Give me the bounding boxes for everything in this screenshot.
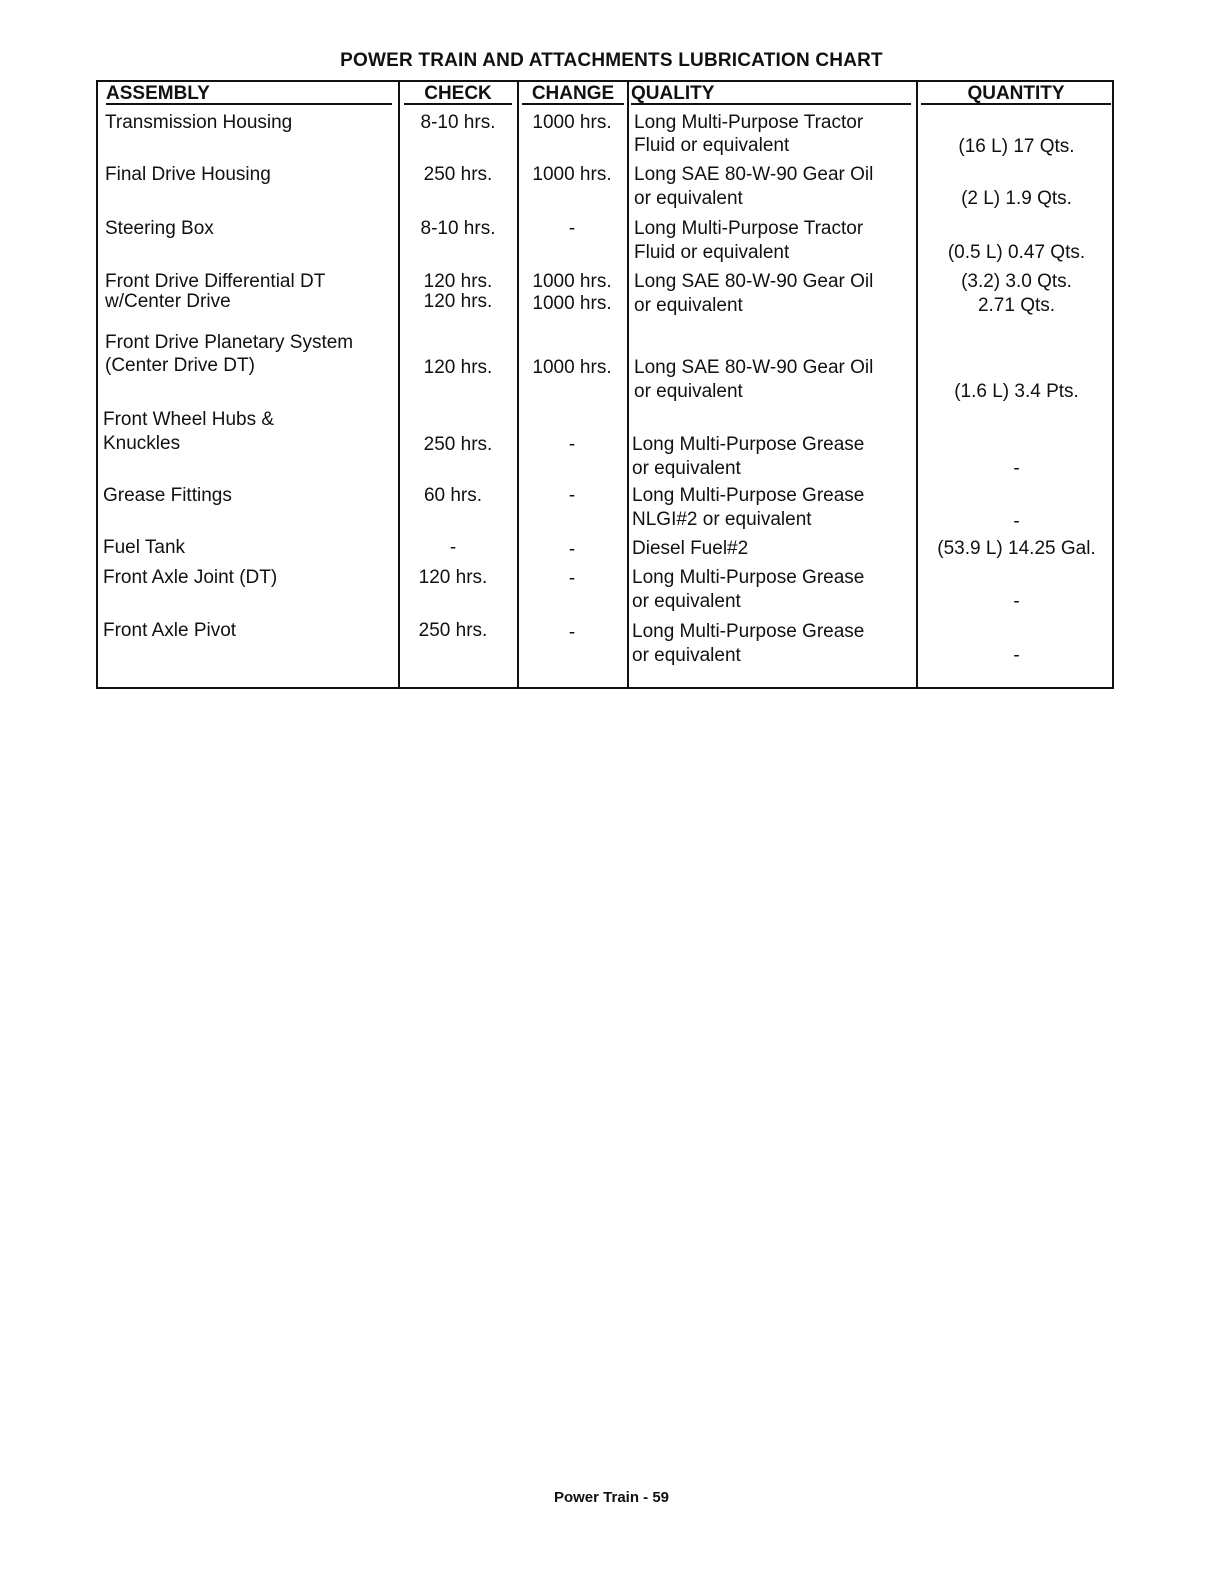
quantity-value: (53.9 L) 14.25 Gal. [937, 538, 1096, 559]
quantity-value: (16 L) 17 Qts. [958, 136, 1075, 157]
quality-spec: Long Multi-Purpose Grease [632, 485, 865, 506]
change-interval: - [568, 218, 576, 239]
change-interval: 1000 hrs. [532, 164, 612, 185]
quantity-value: - [1013, 458, 1020, 479]
quantity-value: (3.2) 3.0 Qts. [961, 271, 1072, 292]
check-interval: 60 hrs. [423, 485, 483, 506]
quality-spec: Long Multi-Purpose Grease [632, 621, 865, 642]
quality-spec: Long Multi-Purpose Tractor [634, 112, 864, 133]
check-interval: 250 hrs. [418, 620, 488, 641]
quantity-value: (0.5 L) 0.47 Qts. [947, 242, 1086, 263]
assembly-name: Front Axle Joint (DT) [103, 567, 278, 588]
check-interval: 8-10 hrs. [420, 112, 496, 133]
quantity-value: (1.6 L) 3.4 Pts. [954, 381, 1079, 402]
quality-spec: or equivalent [632, 458, 741, 479]
header-check: CHECK [404, 83, 512, 105]
quality-spec: Long SAE 80-W-90 Gear Oil [634, 164, 874, 185]
page-footer: Power Train - 59 [553, 1489, 670, 1506]
quality-spec: Long SAE 80-W-90 Gear Oil [634, 357, 874, 378]
quantity-value: 2.71 Qts. [977, 295, 1056, 316]
assembly-name: Final Drive Housing [105, 164, 271, 185]
change-interval: - [568, 434, 576, 455]
check-interval: 120 hrs. [423, 357, 493, 378]
assembly-name: Fuel Tank [103, 537, 186, 558]
column-divider [627, 82, 629, 687]
lubrication-table [96, 80, 1114, 689]
header-assembly: ASSEMBLY [106, 83, 392, 105]
change-interval: 1000 hrs. [532, 271, 612, 292]
assembly-name: Transmission Housing [105, 112, 293, 133]
column-divider [916, 82, 918, 687]
quality-spec: Long SAE 80-W-90 Gear Oil [634, 271, 874, 292]
assembly-name: (Center Drive DT) [105, 355, 255, 376]
assembly-name: w/Center Drive [105, 291, 231, 312]
quality-spec: or equivalent [634, 381, 743, 402]
quality-spec: or equivalent [634, 295, 743, 316]
quality-spec: Fluid or equivalent [634, 242, 790, 263]
quality-spec: Diesel Fuel#2 [632, 538, 749, 559]
quality-spec: Long Multi-Purpose Grease [632, 434, 865, 455]
check-interval: 250 hrs. [423, 434, 493, 455]
assembly-name: Grease Fittings [103, 485, 232, 506]
check-interval: 120 hrs. [418, 567, 488, 588]
assembly-name: Front Drive Planetary System [105, 332, 354, 353]
check-interval: 120 hrs. [423, 291, 493, 312]
quality-spec: Fluid or equivalent [634, 135, 790, 156]
check-interval: 8-10 hrs. [420, 218, 496, 239]
column-divider [398, 82, 400, 687]
check-interval: 120 hrs. [423, 271, 493, 292]
chart-title: POWER TRAIN AND ATTACHMENTS LUBRICATION CHART [340, 50, 883, 71]
check-interval: - [449, 537, 457, 558]
quantity-value: - [1013, 645, 1020, 666]
header-quantity: QUANTITY [921, 83, 1111, 105]
quantity-value: - [1013, 511, 1020, 532]
quantity-value: (2 L) 1.9 Qts. [961, 188, 1072, 209]
quality-spec: or equivalent [632, 591, 741, 612]
assembly-name: Front Axle Pivot [103, 620, 237, 641]
quality-spec: Long Multi-Purpose Tractor [634, 218, 864, 239]
assembly-name: Steering Box [105, 218, 214, 239]
change-interval: - [568, 622, 576, 643]
change-interval: 1000 hrs. [532, 293, 612, 314]
change-interval: 1000 hrs. [532, 357, 612, 378]
quantity-value: - [1013, 591, 1020, 612]
quality-spec: Long Multi-Purpose Grease [632, 567, 865, 588]
assembly-name: Front Drive Differential DT [105, 271, 326, 292]
change-interval: - [568, 539, 576, 560]
change-interval: - [568, 568, 576, 589]
quality-spec: or equivalent [634, 188, 743, 209]
assembly-name: Front Wheel Hubs & [103, 409, 275, 430]
quality-spec: or equivalent [632, 645, 741, 666]
change-interval: - [568, 485, 576, 506]
header-quality: QUALITY [631, 83, 911, 105]
check-interval: 250 hrs. [423, 164, 493, 185]
assembly-name: Knuckles [103, 433, 181, 454]
quality-spec: NLGI#2 or equivalent [632, 509, 812, 530]
change-interval: 1000 hrs. [532, 112, 612, 133]
header-change: CHANGE [522, 83, 624, 105]
